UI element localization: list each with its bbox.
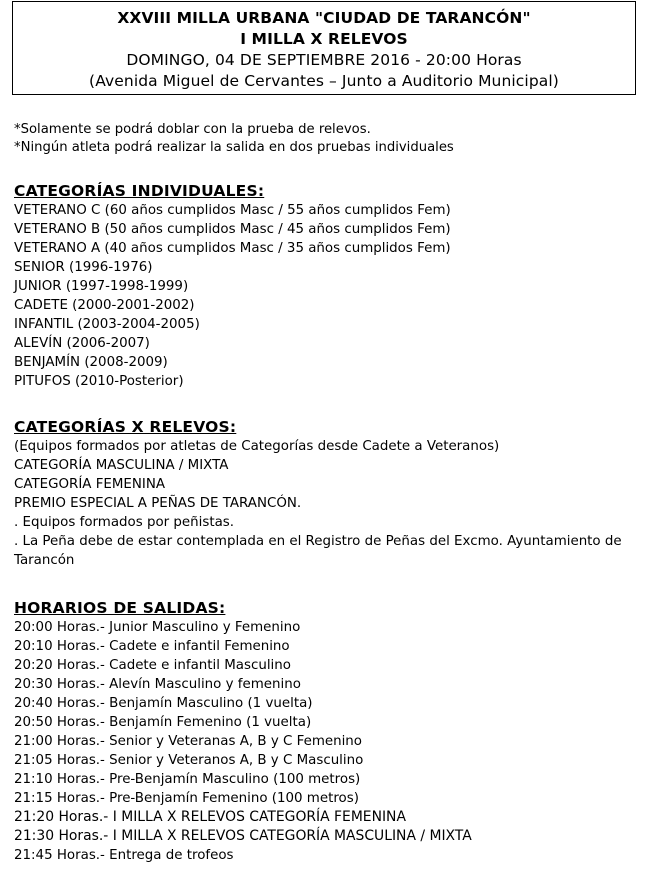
notes-block bbox=[14, 121, 454, 157]
individual-categories-section bbox=[14, 181, 451, 391]
event-title: XXVIII MILLA URBANA "CIUDAD DE TARANCÓN" bbox=[117, 9, 531, 27]
section-title: CATEGORÍAS INDIVIDUALES: bbox=[14, 182, 265, 200]
schedule-item: 21:30 Horas.- I MILLA X RELEVOS CATEGORÍA MASCULINA / MIXTA bbox=[14, 828, 472, 844]
event-location: (Avenida Miguel de Cervantes – Junto a Auditorio Municipal) bbox=[89, 72, 559, 90]
list-item: PREMIO ESPECIAL A PEÑAS DE TARANCÓN. bbox=[14, 496, 302, 511]
list-item: INFANTIL (2003-2004-2005) bbox=[14, 317, 200, 332]
schedule-item: 21:15 Horas.- Pre-Benjamín Femenino (100 metros) bbox=[14, 791, 359, 806]
list-item: . La Peña debe de estar contemplada en el Registro de Peñas del Excmo. Ayuntamiento de Tarancón bbox=[14, 534, 622, 568]
schedule-item: 21:20 Horas.- I MILLA X RELEVOS CATEGORÍA FEMENINA bbox=[14, 809, 406, 825]
list-item: ALEVÍN (2006-2007) bbox=[14, 336, 150, 351]
schedule-item: 20:10 Horas.- Cadete e infantil Femenino bbox=[14, 639, 290, 654]
schedule-item: 21:10 Horas.- Pre-Benjamín Masculino (100 metros) bbox=[14, 772, 361, 787]
schedule-item: 21:05 Horas.- Senior y Veteranos A, B y C Masculino bbox=[14, 753, 364, 768]
list-item: CATEGORÍA FEMENINA bbox=[14, 477, 166, 492]
list-item: CADETE (2000-2001-2002) bbox=[14, 298, 195, 313]
schedule-item: 20:00 Horas.- Junior Masculino y Femenino bbox=[14, 620, 301, 635]
section-title: CATEGORÍAS X RELEVOS: bbox=[14, 418, 237, 436]
list-item: PITUFOS (2010-Posterior) bbox=[14, 374, 184, 389]
list-item: (Equipos formados por atletas de Categorías desde Cadete a Veteranos) bbox=[14, 439, 500, 454]
relay-categories-section bbox=[14, 417, 639, 570]
event-date-time: DOMINGO, 04 DE SEPTIEMBRE 2016 - 20:00 Horas bbox=[126, 51, 522, 69]
schedule-section bbox=[14, 598, 472, 865]
event-header-box bbox=[12, 1, 636, 95]
list-item: VETERANO A (40 años cumplidos Masc / 35 años cumplidos Fem) bbox=[14, 241, 451, 256]
list-item: CATEGORÍA MASCULINA / MIXTA bbox=[14, 458, 229, 473]
schedule-item: 20:40 Horas.- Benjamín Masculino (1 vuelta) bbox=[14, 696, 313, 711]
schedule-item: 20:30 Horas.- Alevín Masculino y femenino bbox=[14, 677, 301, 692]
list-item: BENJAMÍN (2008-2009) bbox=[14, 355, 168, 370]
list-item: . Equipos formados por peñistas. bbox=[14, 515, 235, 530]
schedule-item: 21:00 Horas.- Senior y Veteranas A, B y C Femenino bbox=[14, 734, 362, 749]
list-item: VETERANO C (60 años cumplidos Masc / 55 años cumplidos Fem) bbox=[14, 203, 451, 218]
event-subtitle: I MILLA X RELEVOS bbox=[240, 30, 408, 48]
schedule-item: 20:50 Horas.- Benjamín Femenino (1 vuelta) bbox=[14, 715, 312, 730]
list-item: JUNIOR (1997-1998-1999) bbox=[14, 279, 189, 294]
schedule-item: 21:45 Horas.- Entrega de trofeos bbox=[14, 848, 234, 863]
list-item: SENIOR (1996-1976) bbox=[14, 260, 153, 275]
section-title: HORARIOS DE SALIDAS: bbox=[14, 599, 226, 617]
note-item: *Ningún atleta podrá realizar la salida en dos pruebas individuales bbox=[14, 140, 454, 155]
list-item: VETERANO B (50 años cumplidos Masc / 45 años cumplidos Fem) bbox=[14, 222, 451, 237]
note-item: *Solamente se podrá doblar con la prueba de relevos. bbox=[14, 122, 371, 137]
schedule-item: 20:20 Horas.- Cadete e infantil Masculino bbox=[14, 658, 291, 673]
